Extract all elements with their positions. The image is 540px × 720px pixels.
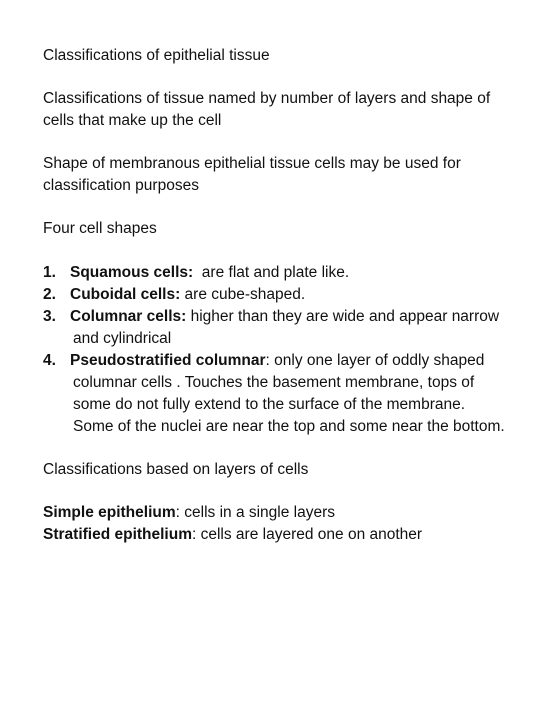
list-item-text: higher than they are wide and appear narrow: [186, 308, 500, 325]
paragraph-naming-line-2: cells that make up the cell: [43, 112, 222, 129]
cell-shapes-list: [43, 262, 537, 438]
paragraph-naming-line-1: Classifications of tissue named by number of layers and shape of: [43, 90, 491, 107]
paragraph-shape-line-2: classification purposes: [43, 177, 199, 194]
list-item-text: are flat and plate like.: [193, 264, 350, 281]
layers-item-text: : cells in a single layers: [175, 504, 336, 521]
list-item-continuation: some do not fully extend to the surface of the membrane.: [73, 396, 466, 413]
layers-list: [43, 502, 537, 546]
list-item-continuation: columnar cells . Touches the basement membrane, tops of: [73, 374, 475, 391]
list-item-number: 3.: [43, 308, 56, 325]
list-item-term: Pseudostratified columnar: [70, 352, 266, 369]
shapes-heading: Four cell shapes: [43, 220, 157, 237]
list-item-term: Squamous cells:: [70, 264, 194, 281]
list-item: [43, 262, 537, 284]
list-item-term: Cuboidal cells:: [70, 286, 181, 303]
list-item-number: 1.: [43, 264, 56, 281]
paragraph-shape: [43, 153, 537, 197]
list-item-number: 4.: [43, 352, 56, 369]
layers-item: [43, 502, 537, 524]
layers-item-term: Stratified epithelium: [43, 526, 192, 543]
paragraph-shape-line-1: Shape of membranous epithelial tissue cells may be used for: [43, 155, 461, 172]
list-item: [43, 284, 537, 306]
list-item: [43, 306, 537, 350]
layers-item: [43, 524, 537, 546]
layers-item-text: : cells are layered one on another: [192, 526, 423, 543]
list-item: [43, 350, 537, 438]
list-item-continuation: and cylindrical: [73, 330, 172, 347]
paragraph-naming: [43, 88, 537, 132]
list-item-term: Columnar cells:: [70, 308, 187, 325]
list-item-text: : only one layer of oddly shaped: [265, 352, 485, 369]
list-item-text: are cube-shaped.: [180, 286, 306, 303]
document-heading: Classifications of epithelial tissue: [43, 47, 270, 64]
layers-item-term: Simple epithelium: [43, 504, 176, 521]
list-item-continuation: Some of the nuclei are near the top and some near the bottom.: [73, 418, 505, 435]
document-page: [43, 45, 537, 546]
list-item-number: 2.: [43, 286, 56, 303]
layers-heading: Classifications based on layers of cells: [43, 461, 309, 478]
